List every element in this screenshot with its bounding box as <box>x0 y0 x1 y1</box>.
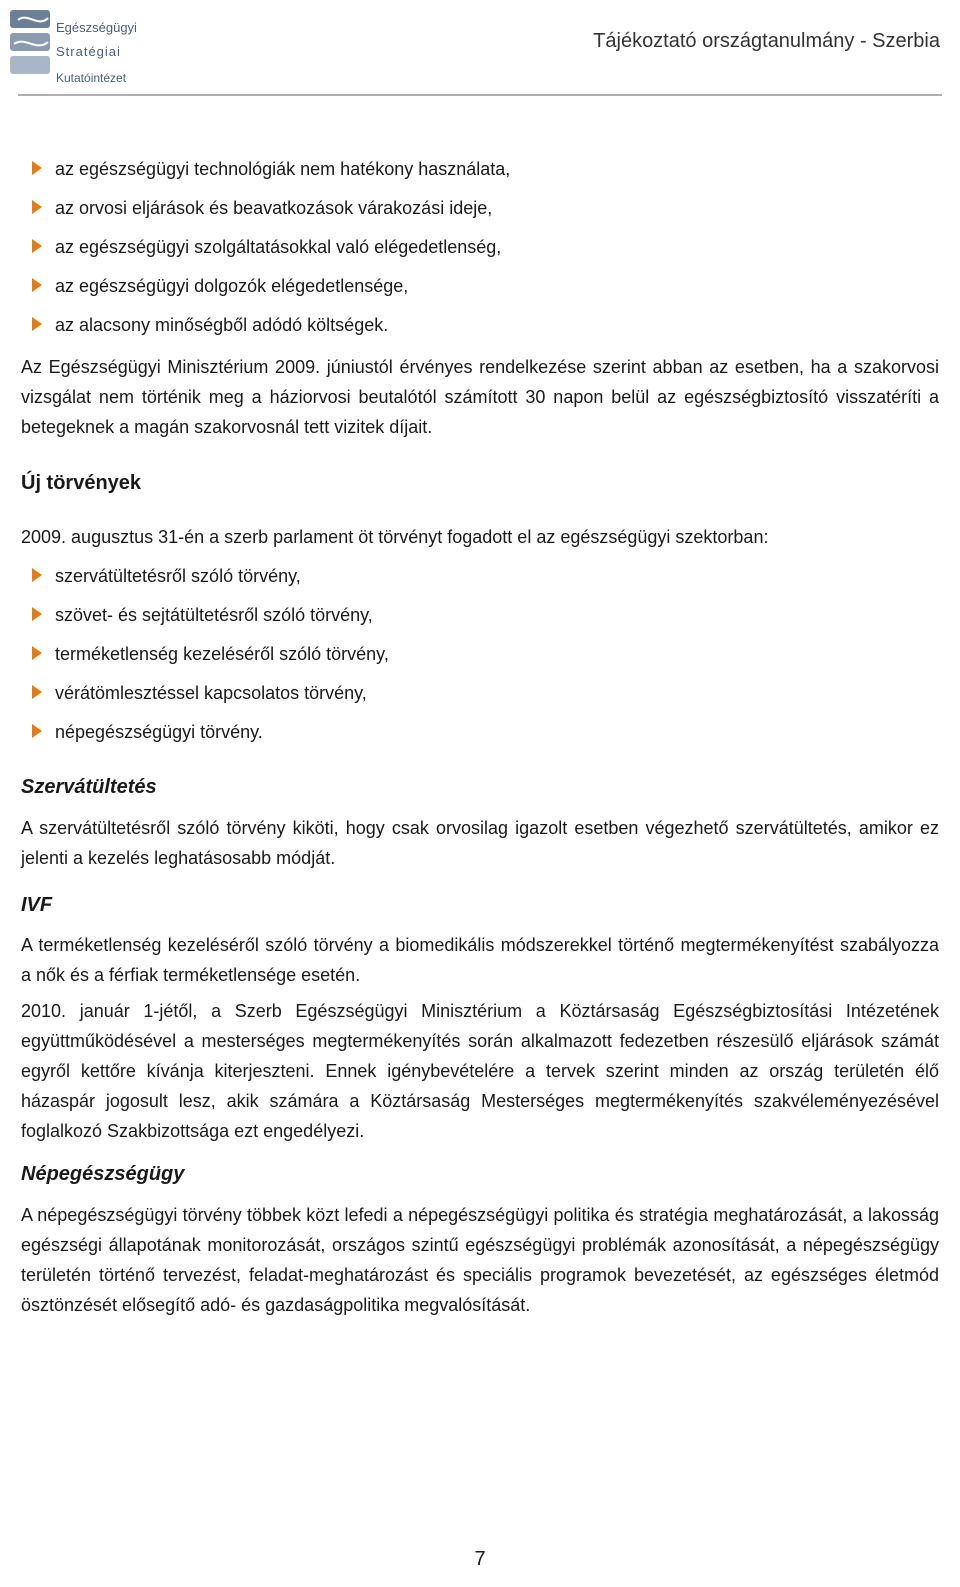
arrow-bullet-icon <box>32 646 42 660</box>
arrow-bullet-icon <box>32 278 42 292</box>
logo-mark-icon <box>8 8 54 83</box>
arrow-bullet-icon <box>32 161 42 175</box>
arrow-bullet-icon <box>32 239 42 253</box>
page-number: 7 <box>474 1548 486 1570</box>
arrow-bullet-icon <box>32 607 42 621</box>
arrow-bullet-icon <box>32 568 42 582</box>
list-item-text: terméketlenség kezeléséről szóló törvény, <box>55 644 389 664</box>
list-item <box>21 566 939 605</box>
list-item-text: az egészségügyi dolgozók elégedetlensége, <box>55 276 409 296</box>
list-item-text: vérátömlesztéssel kapcsolatos törvény, <box>55 683 367 703</box>
list-item <box>21 722 939 761</box>
list-item <box>21 276 939 315</box>
list-item-text: szervátültetésről szóló törvény, <box>55 566 301 586</box>
heading-new-laws: Új törvények <box>21 472 142 494</box>
laws-intro-paragraph: 2009. augusztus 31-én a szerb parlament öt törvényt fogadott el az egészségügyi szektorban: <box>21 527 769 547</box>
list-item <box>21 237 939 276</box>
list-item <box>21 315 939 354</box>
list-item-text: népegészségügyi törvény. <box>55 722 263 742</box>
heading-ivf: IVF <box>21 894 53 916</box>
list-item <box>21 644 939 683</box>
arrow-bullet-icon <box>32 317 42 331</box>
public-health-paragraph: A népegészségügyi törvény többek közt lefedi a népegészségügyi politika és stratégia meghatározását, a lakosság egészségi állapotának monitorozását, országos szintű egészségügyi problémák azonosítását, a népegészségügy területén történő tervezést, feladat-meghatározást és speciális programok bevezetését, az egészséges életmód ösztönzését elősegítő adó- és gazdaságpolitika megvalósítását. <box>21 1205 939 1315</box>
page-header <box>0 0 960 100</box>
problem-list <box>21 159 939 354</box>
list-item-text: az alacsony minőségből adódó költségek. <box>55 315 389 335</box>
laws-list <box>21 566 939 761</box>
arrow-bullet-icon <box>32 685 42 699</box>
arrow-bullet-icon <box>32 200 42 214</box>
list-item-text: az orvosi eljárások és beavatkozások várakozási ideje, <box>55 198 493 218</box>
heading-transplant: Szervátültetés <box>21 776 157 798</box>
list-item <box>21 198 939 237</box>
heading-public-health: Népegészségügy <box>21 1163 185 1185</box>
header-divider <box>18 94 942 96</box>
logo-line-2: Stratégiai <box>56 44 121 59</box>
ministry-paragraph: Az Egészségügyi Minisztérium 2009. júniustól érvényes rendelkezése szerint abban az esetben, ha a szakorvosi vizsgálat nem történik meg a háziorvosi beutalótól számított 30 napon belül az egészségbiztosító visszatéríti a betegeknek a magán szakorvosnál tett vizitek díjait. <box>21 357 939 437</box>
arrow-bullet-icon <box>32 724 42 738</box>
logo-line-3: Kutatóintézet <box>56 71 127 85</box>
list-item-text: szövet- és sejtátültetésről szóló törvény, <box>55 605 373 625</box>
list-item <box>21 159 939 198</box>
transplant-paragraph: A szervátültetésről szóló törvény kiköti, hogy csak orvosilag igazolt esetben végezhető szervátültetés, amikor ez jelenti a kezelés leghatásosabb módját. <box>21 818 939 868</box>
list-item-text: az egészségügyi szolgáltatásokkal való elégedetlenség, <box>55 237 502 257</box>
list-item <box>21 605 939 644</box>
document-title: Tájékoztató országtanulmány - Szerbia <box>593 30 940 52</box>
ivf-extension-paragraph: 2010. január 1-jétől, a Szerb Egészségügyi Minisztérium a Köztársaság Egészségbiztosítási Intézetének együttműködésével a mesterséges megtermékenyítés során alkalmazott fedezetben részesülő eljárások számát egyről kettőre kívánja kiterjeszteni. Ennek igénybevételére a tervek szerint minden az ország területén élő házaspár jogosult lesz, akik számára a Köztársaság Mesterséges megtermékenyítés szakvéleményezésével foglalkozó Szakbizottsága ezt engedélyezi. <box>21 1001 939 1141</box>
list-item-text: az egészségügyi technológiák nem hatékony használata, <box>55 159 511 179</box>
logo-line-1: Egészségügyi <box>56 20 137 35</box>
ivf-paragraph: A terméketlenség kezeléséről szóló törvény a biomedikális módszerekkel történő megtermékenyítést szabályozza a nők és a férfiak terméketlensége esetén. <box>21 935 939 985</box>
list-item <box>21 683 939 722</box>
institute-logo <box>8 8 148 83</box>
